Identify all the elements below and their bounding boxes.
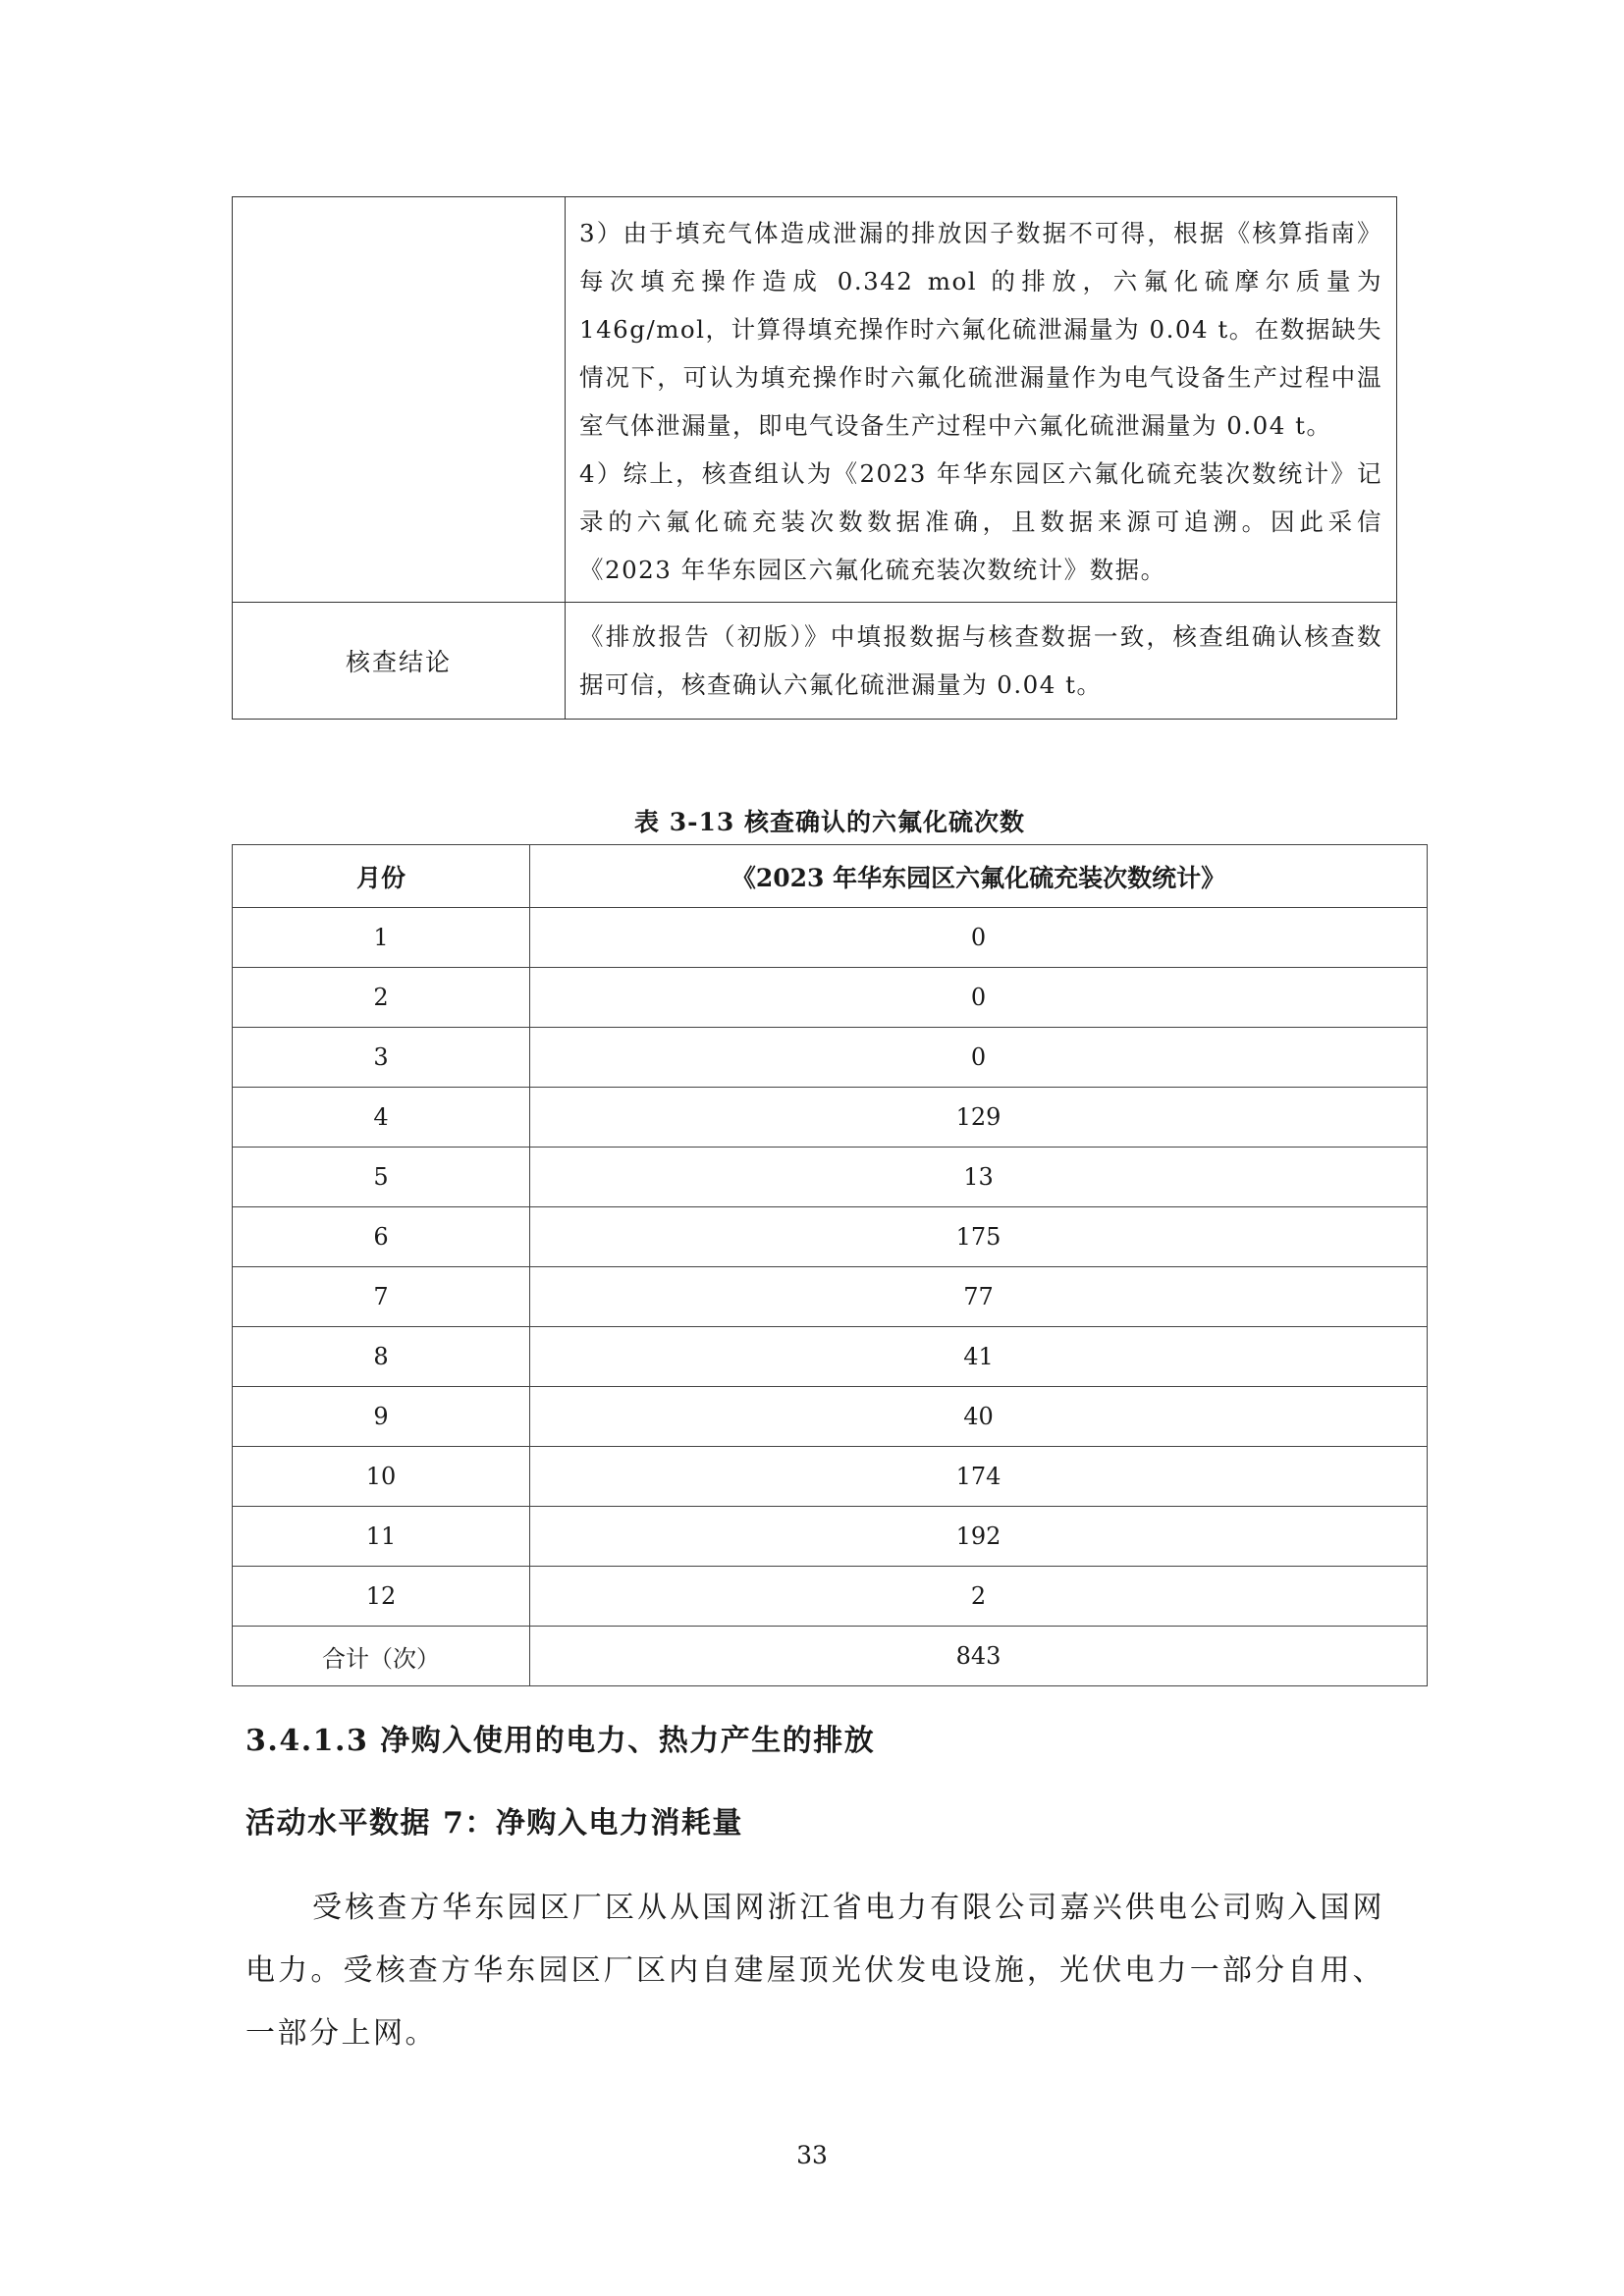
- empty-label-cell: [233, 197, 566, 603]
- table-row: [233, 908, 1428, 968]
- table-caption: 表 3-13 核查确认的六氟化硫次数: [634, 808, 1025, 836]
- count-cell: 192: [530, 1507, 1428, 1567]
- table-row: [233, 1507, 1428, 1567]
- month-cell: 1: [233, 908, 530, 968]
- month-cell: 11: [233, 1507, 530, 1567]
- body-paragraph: 受核查方华东园区厂区从从国网浙江省电力有限公司嘉兴供电公司购入国网电力。受核查方华东园区厂区内自建屋顶光伏发电设施，光伏电力一部分自用、一部分上网。: [245, 1891, 1384, 2051]
- method-paragraph: 4）综上，核查组认为《2023 年华东园区六氟化硫充装次数统计》记录的六氟化硫充装次数数据准确，且数据来源可追溯。因此采信《2023 年华东园区六氟化硫充装次数统计》数据。: [579, 459, 1382, 584]
- count-cell: 0: [530, 1028, 1428, 1088]
- count-cell: 174: [530, 1447, 1428, 1507]
- month-cell: 9: [233, 1387, 530, 1447]
- table-row: [233, 1028, 1428, 1088]
- month-cell: 6: [233, 1207, 530, 1267]
- table-row: [233, 968, 1428, 1028]
- table-row: [233, 1567, 1428, 1627]
- count-cell: 0: [530, 908, 1428, 968]
- total-row: [233, 1627, 1428, 1686]
- count-cell: 0: [530, 968, 1428, 1028]
- count-cell: 2: [530, 1567, 1428, 1627]
- month-cell: 8: [233, 1327, 530, 1387]
- verification-table: [232, 196, 1397, 720]
- count-cell: 41: [530, 1327, 1428, 1387]
- section-heading: 3.4.1.3 净购入使用的电力、热力产生的排放: [245, 1724, 876, 1758]
- table-row: [233, 1387, 1428, 1447]
- body-text: [245, 1877, 1384, 2065]
- month-cell: 3: [233, 1028, 530, 1088]
- table-row: [233, 1447, 1428, 1507]
- table-row: [233, 1207, 1428, 1267]
- column-header-month: 月份: [233, 845, 530, 908]
- table-row: [233, 1148, 1428, 1207]
- conclusion-row: [233, 603, 1397, 720]
- month-cell: 12: [233, 1567, 530, 1627]
- subsection-heading: 活动水平数据 7：净购入电力消耗量: [245, 1806, 743, 1841]
- method-row: [233, 197, 1397, 603]
- conclusion-cell: [566, 603, 1397, 720]
- method-paragraph: 3）由于填充气体造成泄漏的排放因子数据不可得，根据《核算指南》每次填充操作造成 0.342 mol 的排放，六氟化硫摩尔质量为 146g/mol，计算得填充操作时六氟化硫泄漏量为 0.04 t。在数据缺失情况下，可认为填充操作时六氟化硫泄漏量作为电气设备生产过程中温室气体泄漏量，即电气设备生产过程中六氟化硫泄漏量为 0.04 t。: [579, 219, 1382, 440]
- count-cell: 40: [530, 1387, 1428, 1447]
- column-header-count: 《2023 年华东园区六氟化硫充装次数统计》: [530, 845, 1428, 908]
- page-number: 33: [796, 2141, 828, 2169]
- month-cell: 10: [233, 1447, 530, 1507]
- method-cell: [566, 197, 1397, 603]
- total-value-cell: 843: [530, 1627, 1428, 1686]
- total-label-cell: 合计（次）: [233, 1627, 530, 1686]
- month-cell: 5: [233, 1148, 530, 1207]
- conclusion-text: 《排放报告（初版）》中填报数据与核查数据一致，核查组确认核查数据可信，核查确认六氟化硫泄漏量为 0.04 t。: [579, 622, 1382, 699]
- count-cell: 77: [530, 1267, 1428, 1327]
- table-row: [233, 1267, 1428, 1327]
- count-cell: 175: [530, 1207, 1428, 1267]
- count-cell: 129: [530, 1088, 1428, 1148]
- sf6-count-table: [232, 844, 1428, 1686]
- month-cell: 7: [233, 1267, 530, 1327]
- month-cell: 2: [233, 968, 530, 1028]
- table-row: [233, 1327, 1428, 1387]
- conclusion-label: 核查结论: [233, 603, 566, 720]
- table-header-row: [233, 845, 1428, 908]
- month-cell: 4: [233, 1088, 530, 1148]
- count-cell: 13: [530, 1148, 1428, 1207]
- table-row: [233, 1088, 1428, 1148]
